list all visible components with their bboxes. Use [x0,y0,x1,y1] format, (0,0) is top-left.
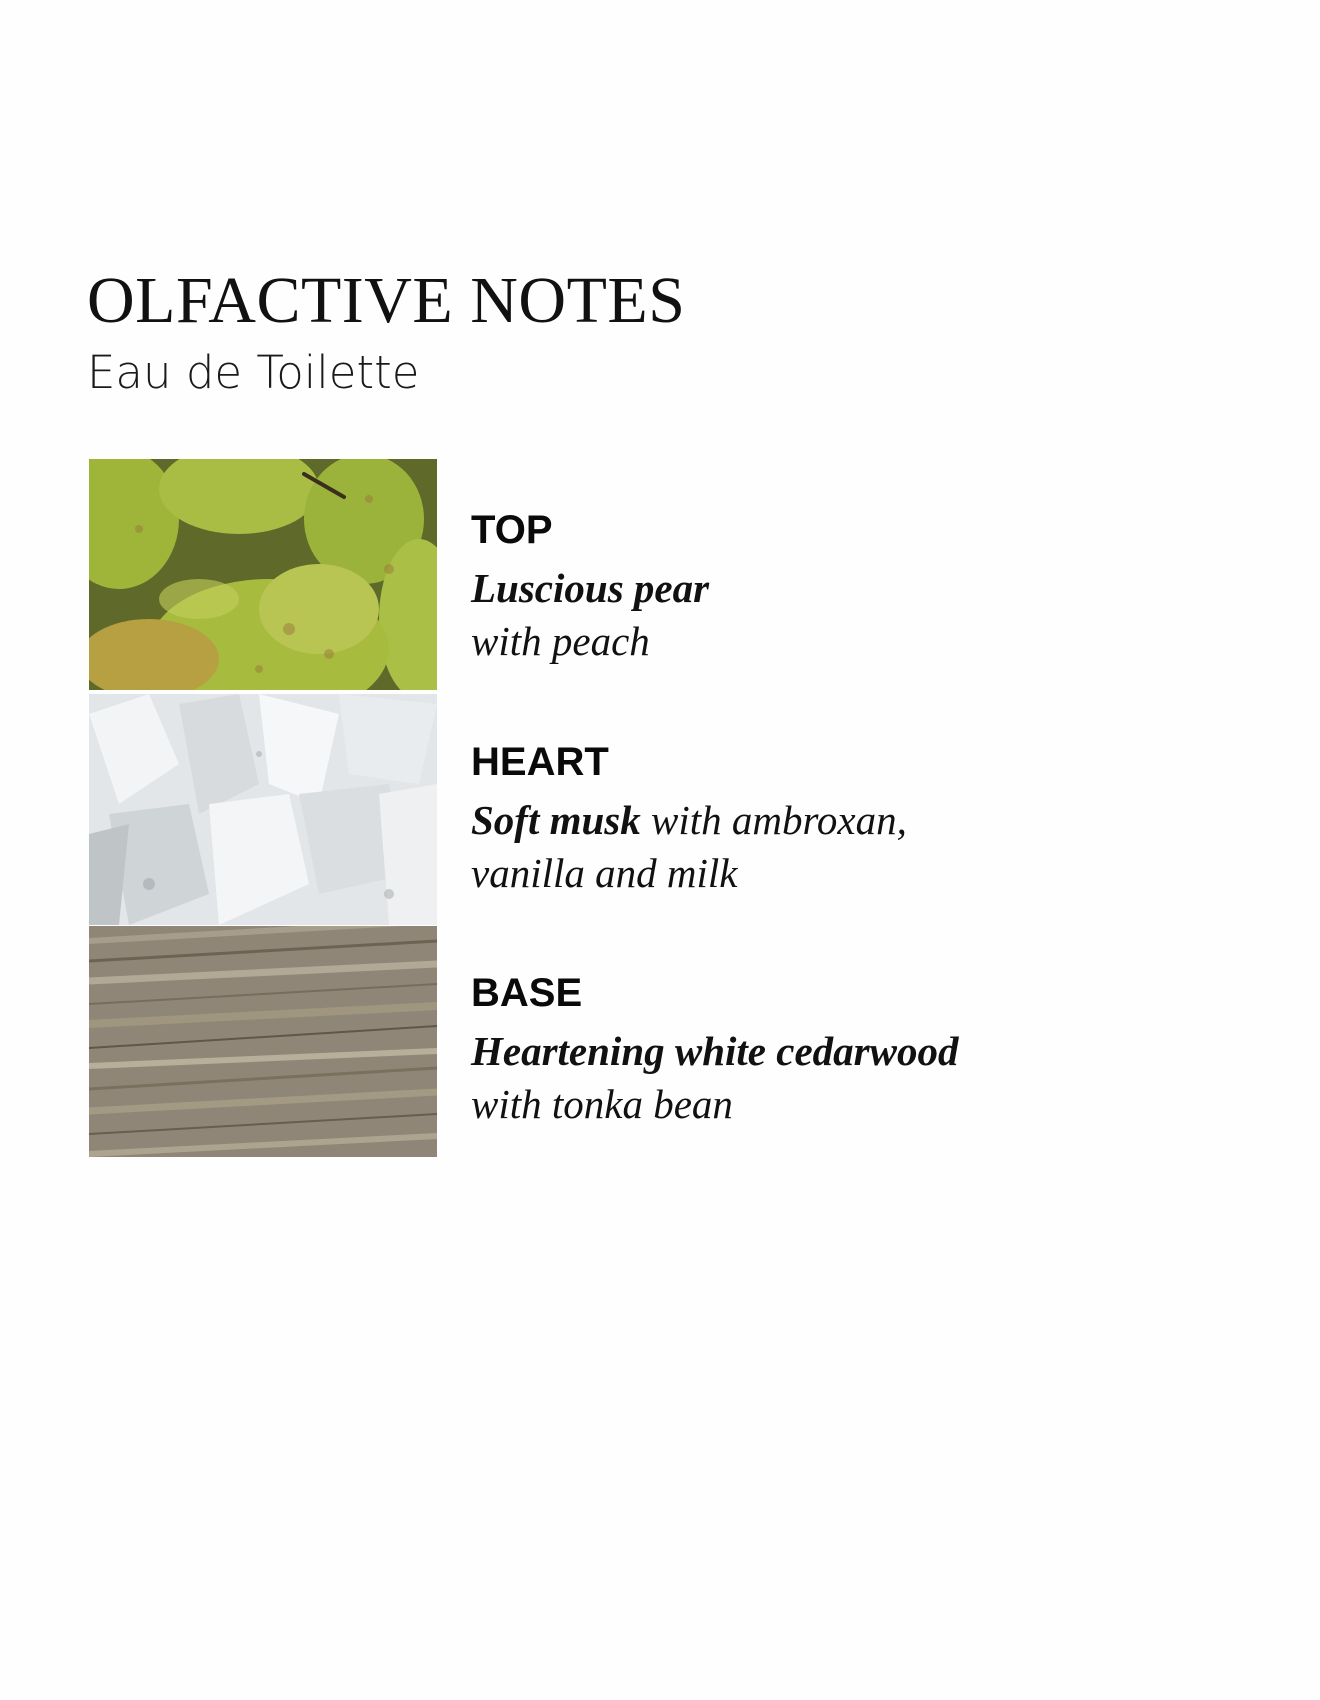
note-primary-bold: Soft musk [471,797,641,843]
note-base [471,973,958,1131]
note-secondary-line: vanilla and milk [471,850,738,896]
page-subtitle: Eau de Toilette [87,346,420,399]
note-label: TOP [471,508,553,552]
note-primary-bold: Luscious pear [471,565,710,611]
note-primary-line [471,794,907,847]
page-title: OLFACTIVE NOTES [87,264,686,337]
note-heart [471,742,907,900]
note-top [471,510,709,668]
pears-photo-icon [89,459,437,690]
note-primary-rest: with ambroxan, [640,797,907,843]
note-secondary-line: with tonka bean [471,1081,733,1127]
note-primary-line [471,1025,958,1078]
pears-image [89,459,437,690]
cedarwood-image [89,926,437,1157]
note-label: BASE [471,971,583,1015]
note-label: HEART [471,740,609,784]
cedarwood-grain-photo-icon [89,926,437,1157]
note-primary-line [471,562,709,615]
note-primary-bold: Heartening white cedarwood [471,1028,959,1074]
note-secondary-line: with peach [471,618,650,664]
quartz-image [89,694,437,925]
quartz-crystals-photo-icon [89,694,437,925]
